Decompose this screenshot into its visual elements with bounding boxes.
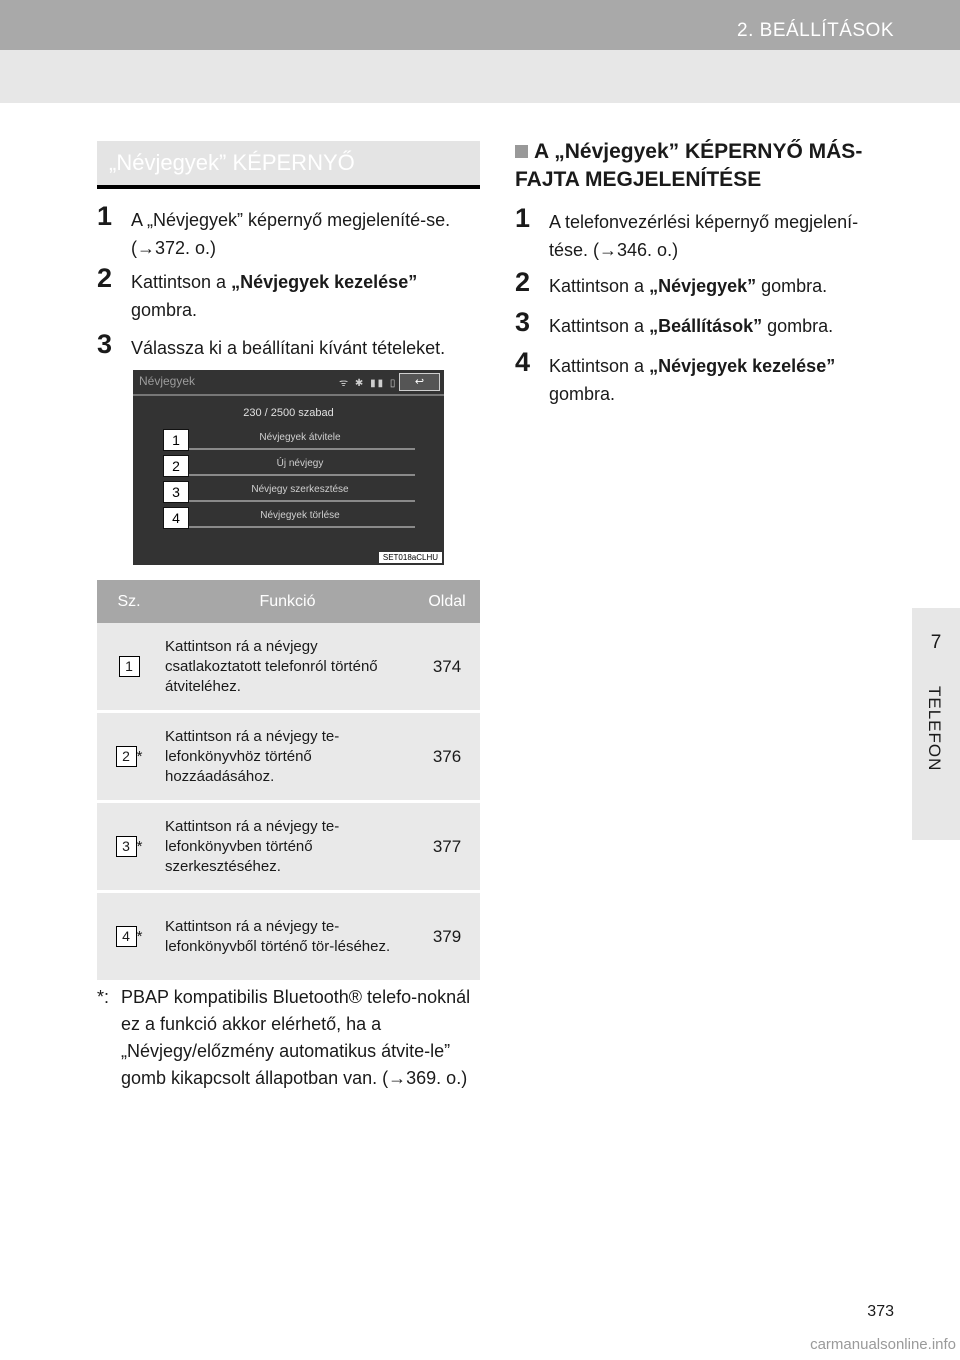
screen-capacity: 230 / 2500 szabad: [243, 407, 334, 419]
screen-title: Névjegyek: [139, 374, 196, 388]
square-bullet-icon: [515, 145, 528, 158]
subsection-title: A „Névjegyek” KÉPERNYŐ MÁS-FAJTA MEGJELENÍTÉSE: [515, 140, 863, 191]
subsection-heading: [515, 138, 895, 194]
header-func: Funkció: [161, 580, 414, 623]
table-row: [97, 712, 480, 802]
step-button-name: „Névjegyek”: [649, 276, 757, 296]
header-num: Sz.: [97, 580, 161, 623]
watermark: carmanualsonline.info: [810, 1336, 956, 1353]
step-text-suffix: gombra.: [549, 384, 616, 404]
step-text-prefix: Kattintson a: [131, 272, 232, 292]
screen-button-3[interactable]: Névjegy szerkesztése: [185, 480, 415, 502]
step-text-prefix: Kattintson a: [549, 316, 650, 336]
row-function: Kattintson rá a névjegy te-lefonkönyvben történő szerkesztéséhez.: [161, 802, 414, 892]
row-number: 1: [119, 656, 140, 677]
right-step-3: [515, 307, 895, 340]
chapter-side-tab: [912, 608, 960, 840]
row-star: *: [136, 838, 143, 855]
row-function: Kattintson rá a névjegy te-lefonkönyvből történő tör-léséhez.: [161, 892, 414, 982]
step-text-suffix: gombra.: [131, 300, 198, 320]
left-step-1: [97, 201, 480, 262]
header-page: Oldal: [414, 580, 480, 623]
step-text: A „Névjegyek” képernyő megjeleníté-se. (→372. o.): [131, 210, 451, 258]
screen-button-1[interactable]: Névjegyek átvitele: [185, 428, 415, 450]
screen-button-2[interactable]: Új névjegy: [185, 454, 415, 476]
step-number: 2: [515, 267, 531, 297]
table-row: [97, 623, 480, 712]
image-code: SET018aCLHU: [379, 552, 442, 563]
row-star: *: [136, 928, 143, 945]
step-number: 3: [97, 329, 113, 359]
footnote-text: PBAP kompatibilis Bluetooth® telefo-noknál ez a funkció akkor elérhető, ha a „Névjegy/előzmény automatikus átvite-le” gomb kikapcsolt állapotban van. (→369. o.): [121, 987, 471, 1088]
step-text: A telefonvezérlési képernyő megjelení-tése. (→346. o.): [549, 212, 859, 260]
screenshot-nevjegyek: [133, 370, 444, 565]
section-title: „Névjegyek” KÉPERNYŐ: [109, 150, 355, 175]
step-number: 3: [515, 307, 531, 337]
row-page: 374: [414, 623, 480, 712]
step-text-suffix: gombra.: [756, 276, 828, 296]
step-button-name: „Névjegyek kezelése”: [231, 272, 418, 292]
screen-button-4[interactable]: Névjegyek törlése: [185, 506, 415, 528]
step-text-suffix: gombra.: [762, 316, 834, 336]
callout-3: 3: [163, 481, 189, 503]
back-icon[interactable]: ↩: [399, 373, 440, 391]
callout-1: 1: [163, 429, 189, 451]
row-number: 4: [116, 926, 137, 947]
row-function: Kattintson rá a névjegy csatlakoztatott telefonról történő átviteléhez.: [161, 623, 414, 712]
step-number: 2: [97, 263, 113, 293]
left-step-2: [97, 263, 480, 324]
step-text-prefix: Kattintson a: [549, 356, 650, 376]
section-title-box: [97, 141, 480, 189]
right-step-4: [515, 347, 895, 408]
table-row: [97, 892, 480, 982]
row-number: 3: [116, 836, 137, 857]
table-header-row: [97, 580, 480, 623]
right-step-1: [515, 203, 895, 264]
step-text: Válassza ki a beállítani kívánt tételeket.: [131, 338, 446, 358]
header-subbar: [0, 50, 960, 103]
footnote: [97, 984, 480, 1092]
row-number: 2: [116, 746, 137, 767]
status-icons: ᯤ ✱ ▮▮ ▯: [339, 378, 398, 389]
row-page: 377: [414, 802, 480, 892]
row-function: Kattintson rá a névjegy te-lefonkönyvhöz történő hozzáadásához.: [161, 712, 414, 802]
step-number: 4: [515, 347, 531, 377]
right-step-2: [515, 267, 895, 300]
row-page: 379: [414, 892, 480, 982]
callout-4: 4: [163, 507, 189, 529]
screen-divider: [133, 394, 444, 396]
table-row: [97, 802, 480, 892]
step-number: 1: [97, 201, 113, 231]
step-button-name: „Beállítások”: [649, 316, 763, 336]
section-header: 2. BEÁLLÍTÁSOK: [737, 20, 894, 41]
page-number: 373: [867, 1303, 894, 1320]
footnote-mark: *:: [97, 987, 110, 1007]
callout-2: 2: [163, 455, 189, 477]
chapter-number: 7: [930, 632, 942, 653]
function-table: [97, 580, 480, 983]
step-button-name: „Névjegyek kezelése”: [649, 356, 836, 376]
step-text-prefix: Kattintson a: [549, 276, 650, 296]
row-star: *: [136, 748, 143, 765]
page-header-bar: [0, 0, 960, 50]
step-number: 1: [515, 203, 531, 233]
chapter-label: TELEFON: [925, 686, 944, 772]
row-page: 376: [414, 712, 480, 802]
left-step-3: [97, 329, 480, 362]
